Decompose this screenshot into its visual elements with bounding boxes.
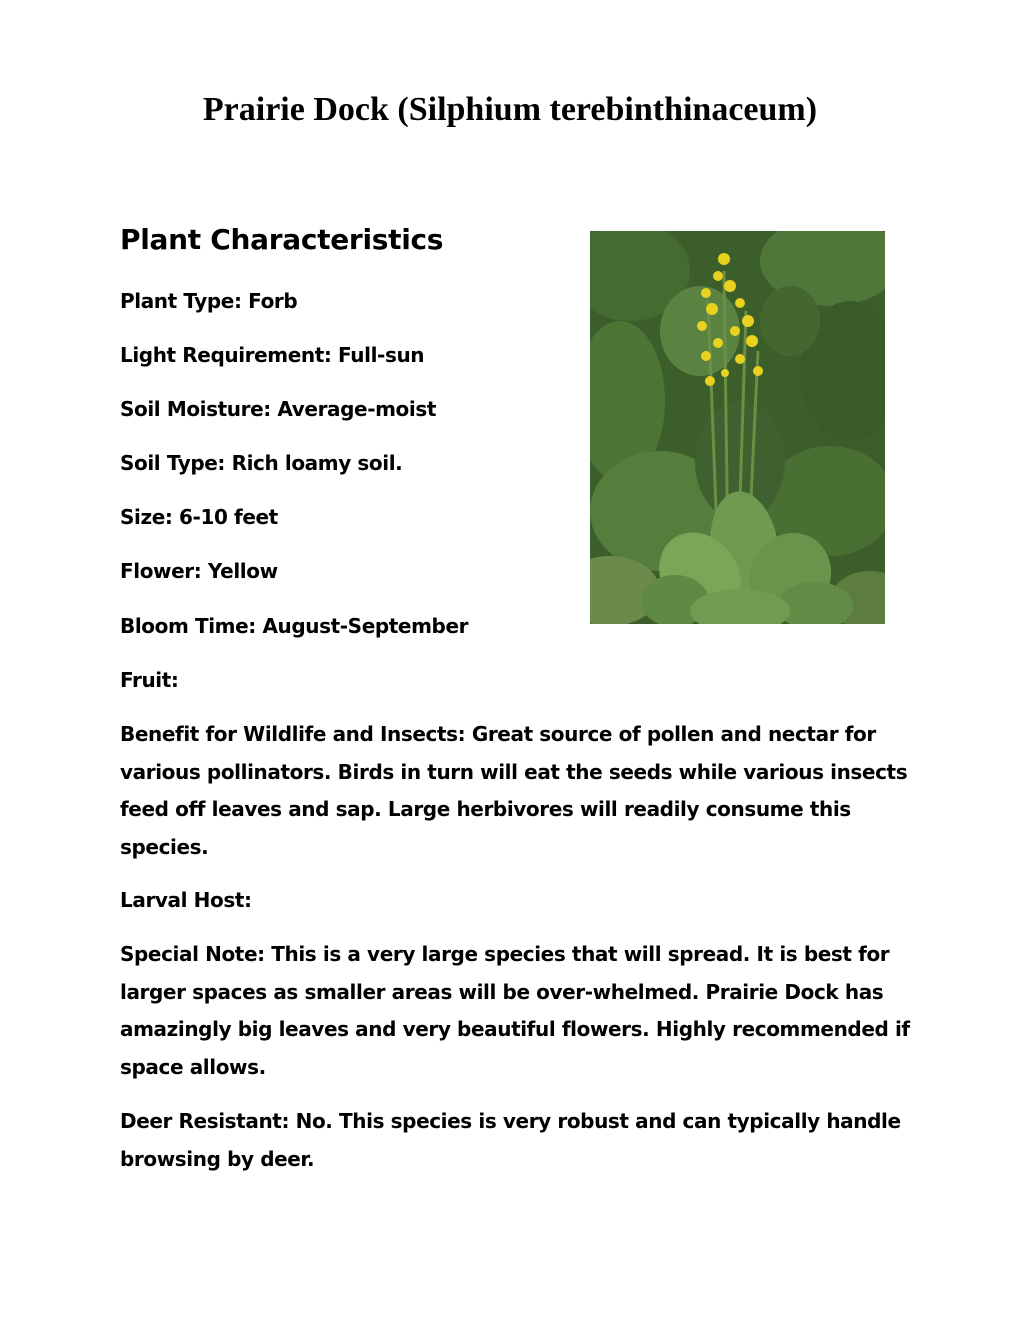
field-soil-type: Soil Type: Rich loamy soil.	[120, 451, 403, 475]
field-soil-moisture: Soil Moisture: Average-moist	[120, 397, 437, 421]
field-plant-type: Plant Type: Forb	[120, 289, 298, 313]
field-larval-host: Larval Host:	[120, 888, 252, 912]
page-title: Prairie Dock (Silphium terebinthinaceum)	[202, 91, 818, 128]
field-flower: Flower: Yellow	[120, 559, 278, 583]
plant-photo	[590, 231, 885, 624]
field-deer-resistant: Deer Resistant: No. This species is very robust and can typically handle browsing by deer.	[120, 1109, 901, 1171]
field-special-note: Special Note: This is a very large species that will spread. It is best for larger spaces as smaller areas will be over-whelmed. Prairie Dock has amazingly big leaves and very beautiful flowers. Highly recommended if space allows.	[120, 942, 910, 1079]
field-bloom-time: Bloom Time: August-September	[120, 614, 469, 638]
field-size: Size: 6-10 feet	[120, 505, 278, 529]
field-wildlife-benefit: Benefit for Wildlife and Insects: Great source of pollen and nectar for various pollinators. Birds in turn will eat the seeds while various insects feed off leaves and sap. Large herbivores will readily consume this species.	[120, 722, 908, 859]
section-heading: Plant Characteristics	[120, 223, 444, 256]
field-light-requirement: Light Requirement: Full-sun	[120, 343, 425, 367]
field-fruit: Fruit:	[120, 668, 179, 692]
